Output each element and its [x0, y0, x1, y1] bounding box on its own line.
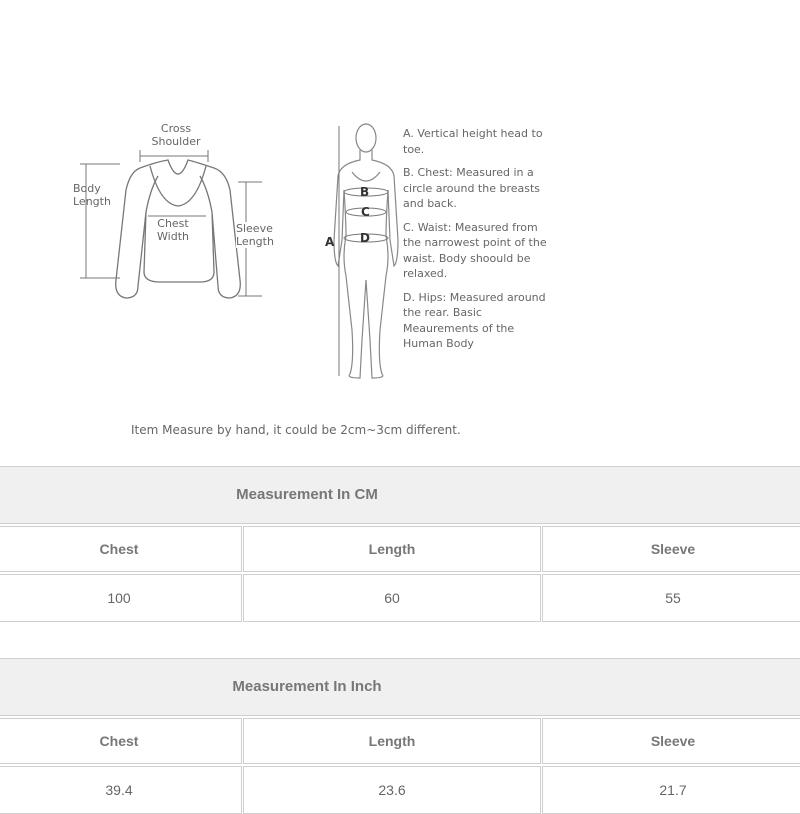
header-sleeve: Sleeve	[542, 526, 800, 572]
header-length: Length	[243, 526, 541, 572]
table-title-bar	[0, 466, 800, 524]
value-length: 60	[243, 574, 541, 622]
body-letter-a: A	[325, 235, 335, 249]
sleeve-length-label: Sleeve Length	[236, 222, 286, 248]
human-body-icon	[334, 124, 398, 378]
header-length: Length	[243, 718, 541, 764]
definition-a: A. Vertical height head to toe.	[403, 127, 543, 156]
header-sleeve: Sleeve	[542, 718, 800, 764]
body-measure-lines	[339, 126, 388, 376]
body-length-label: Body Length	[73, 182, 111, 208]
definition-c: C. Waist: Measured from the narrowest point of the waist. Body shoould be relaxed.	[403, 220, 547, 280]
table-title: Measurement In Inch	[232, 678, 382, 695]
definition-d: D. Hips: Measured around the rear. Basic Meaurements of the Human Body	[403, 290, 546, 350]
table-title: Measurement In CM	[236, 486, 378, 503]
value-sleeve: 55	[542, 574, 800, 622]
body-letter-b: B	[360, 185, 370, 199]
measure-note: Item Measure by hand, it could be 2cm~3cm different.	[131, 423, 461, 437]
value-sleeve: 21.7	[542, 766, 800, 814]
header-chest: Chest	[0, 526, 242, 572]
measurement-definitions	[403, 126, 553, 360]
cross-shoulder-label: Cross Shoulder	[151, 122, 201, 148]
body-letter-d: D	[360, 231, 370, 245]
body-letter-c: C	[361, 205, 370, 219]
value-chest: 39.4	[0, 766, 242, 814]
header-chest: Chest	[0, 718, 242, 764]
table-title-bar	[0, 658, 800, 716]
definition-b: B. Chest: Measured in a circle around the breasts and back.	[403, 166, 541, 210]
chest-width-label: Chest Width	[148, 217, 198, 243]
value-length: 23.6	[243, 766, 541, 814]
value-chest: 100	[0, 574, 242, 622]
